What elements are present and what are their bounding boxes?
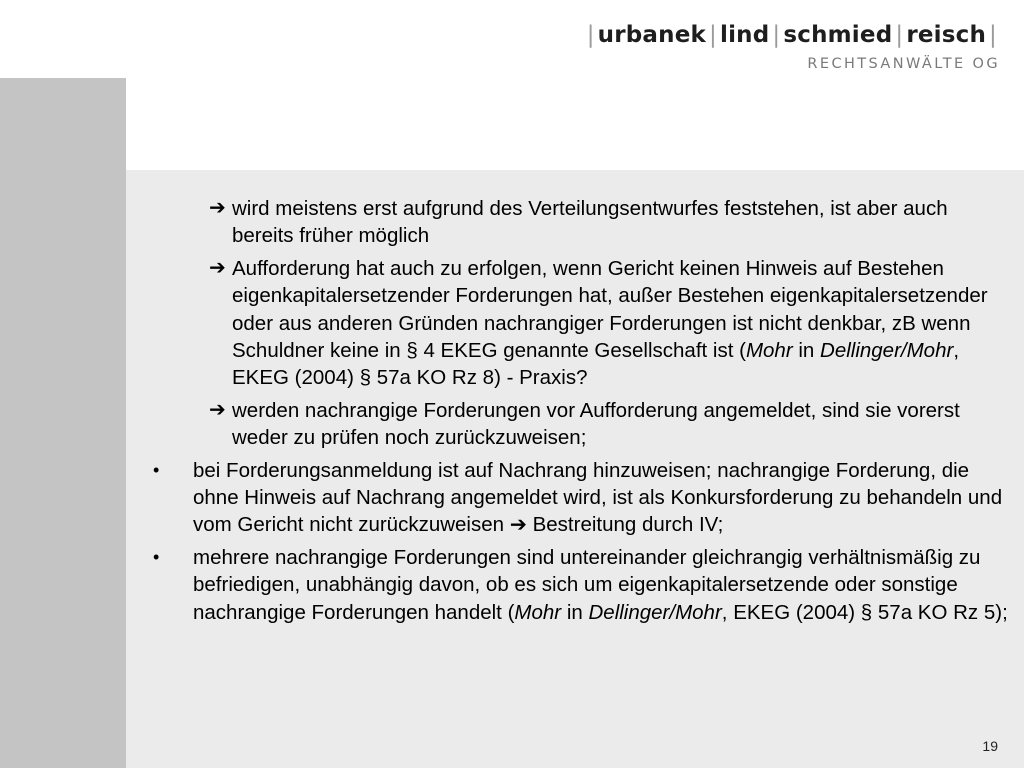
logo-separator: | xyxy=(772,22,781,48)
citation-author: Mohr xyxy=(514,600,562,624)
logo-name-reisch: reisch xyxy=(906,22,987,48)
logo-name-urbanek: urbanek xyxy=(597,22,707,48)
bullet-text: in xyxy=(792,339,821,363)
bullet-text: bei Forderungsanmeldung ist auf Nachrang hinzuweisen; nachrangige Forderung, die ohne Hinweis auf Nachrang angemeldet wird, ist als Konkursforderung zu behandeln und vom Gericht nicht zurückzuweisen ➔ Bestreitung durch IV; xyxy=(193,458,1003,537)
bullet-text: wird meistens erst aufgrund des Verteilungsentwurfes feststehen, ist aber auch bereits früher möglich xyxy=(232,197,948,248)
bullet-icon: • xyxy=(153,459,160,480)
logo-name-lind: lind xyxy=(719,22,770,48)
arrow-right-icon: ➔ xyxy=(209,197,226,219)
logo-names xyxy=(584,22,1000,48)
citation-author: Dellinger/Mohr xyxy=(820,339,954,363)
bullet-text: werden nachrangige Forderungen vor Aufforderung angemeldet, sind sie vorerst weder zu prüfen noch zurückzuweisen; xyxy=(232,398,960,450)
logo-separator: | xyxy=(586,22,595,48)
bullet-text: Aufforderung hat auch zu erfolgen, wenn Gericht keinen Hinweis auf Bestehen eigenkapitalersetzender Forderungen hat, außer Bestehen eigenkapitalersetzender oder aus anderen Gründen nachrangiger Forderungen ist nicht denkbar, zB wenn Schuldner keine in § 4 EKEG genannte Gesellschaft ist ( xyxy=(232,256,988,363)
bullet-item xyxy=(153,457,1013,539)
arrow-bullet-item xyxy=(209,255,1002,392)
logo-subtitle: RECHTSANWÄLTE OG xyxy=(807,56,1000,72)
logo-name-schmied: schmied xyxy=(783,22,893,48)
bullet-list xyxy=(0,195,1024,631)
citation-author: Mohr xyxy=(745,339,793,363)
firm-logo xyxy=(584,22,1000,72)
logo-separator: | xyxy=(709,22,717,48)
bullet-text: , EKEG (2004) § 57a KO Rz 8) - Praxis? xyxy=(232,339,960,390)
arrow-right-icon: ➔ xyxy=(209,398,226,421)
arrow-right-icon: ➔ xyxy=(209,256,226,279)
page-number: 19 xyxy=(982,738,998,754)
bullet-icon: • xyxy=(153,546,160,567)
logo-separator: | xyxy=(989,22,997,48)
arrow-bullet-item xyxy=(209,397,1002,452)
bullet-item xyxy=(153,544,1013,626)
arrow-bullet-item xyxy=(209,195,1002,250)
logo-separator: | xyxy=(895,22,904,48)
bullet-text: , EKEG (2004) § 57a KO Rz 5); xyxy=(721,600,1008,624)
bullet-text: mehrere nachrangige Forderungen sind untereinander gleichrangig verhältnismäßig zu befriedigen, unabhängig davon, ob es sich um eigenkapitalersetzende oder sonstige nachrangige Forderungen handelt ( xyxy=(193,545,981,624)
citation-author: Dellinger/Mohr xyxy=(588,600,722,624)
bullet-text: in xyxy=(561,600,589,624)
